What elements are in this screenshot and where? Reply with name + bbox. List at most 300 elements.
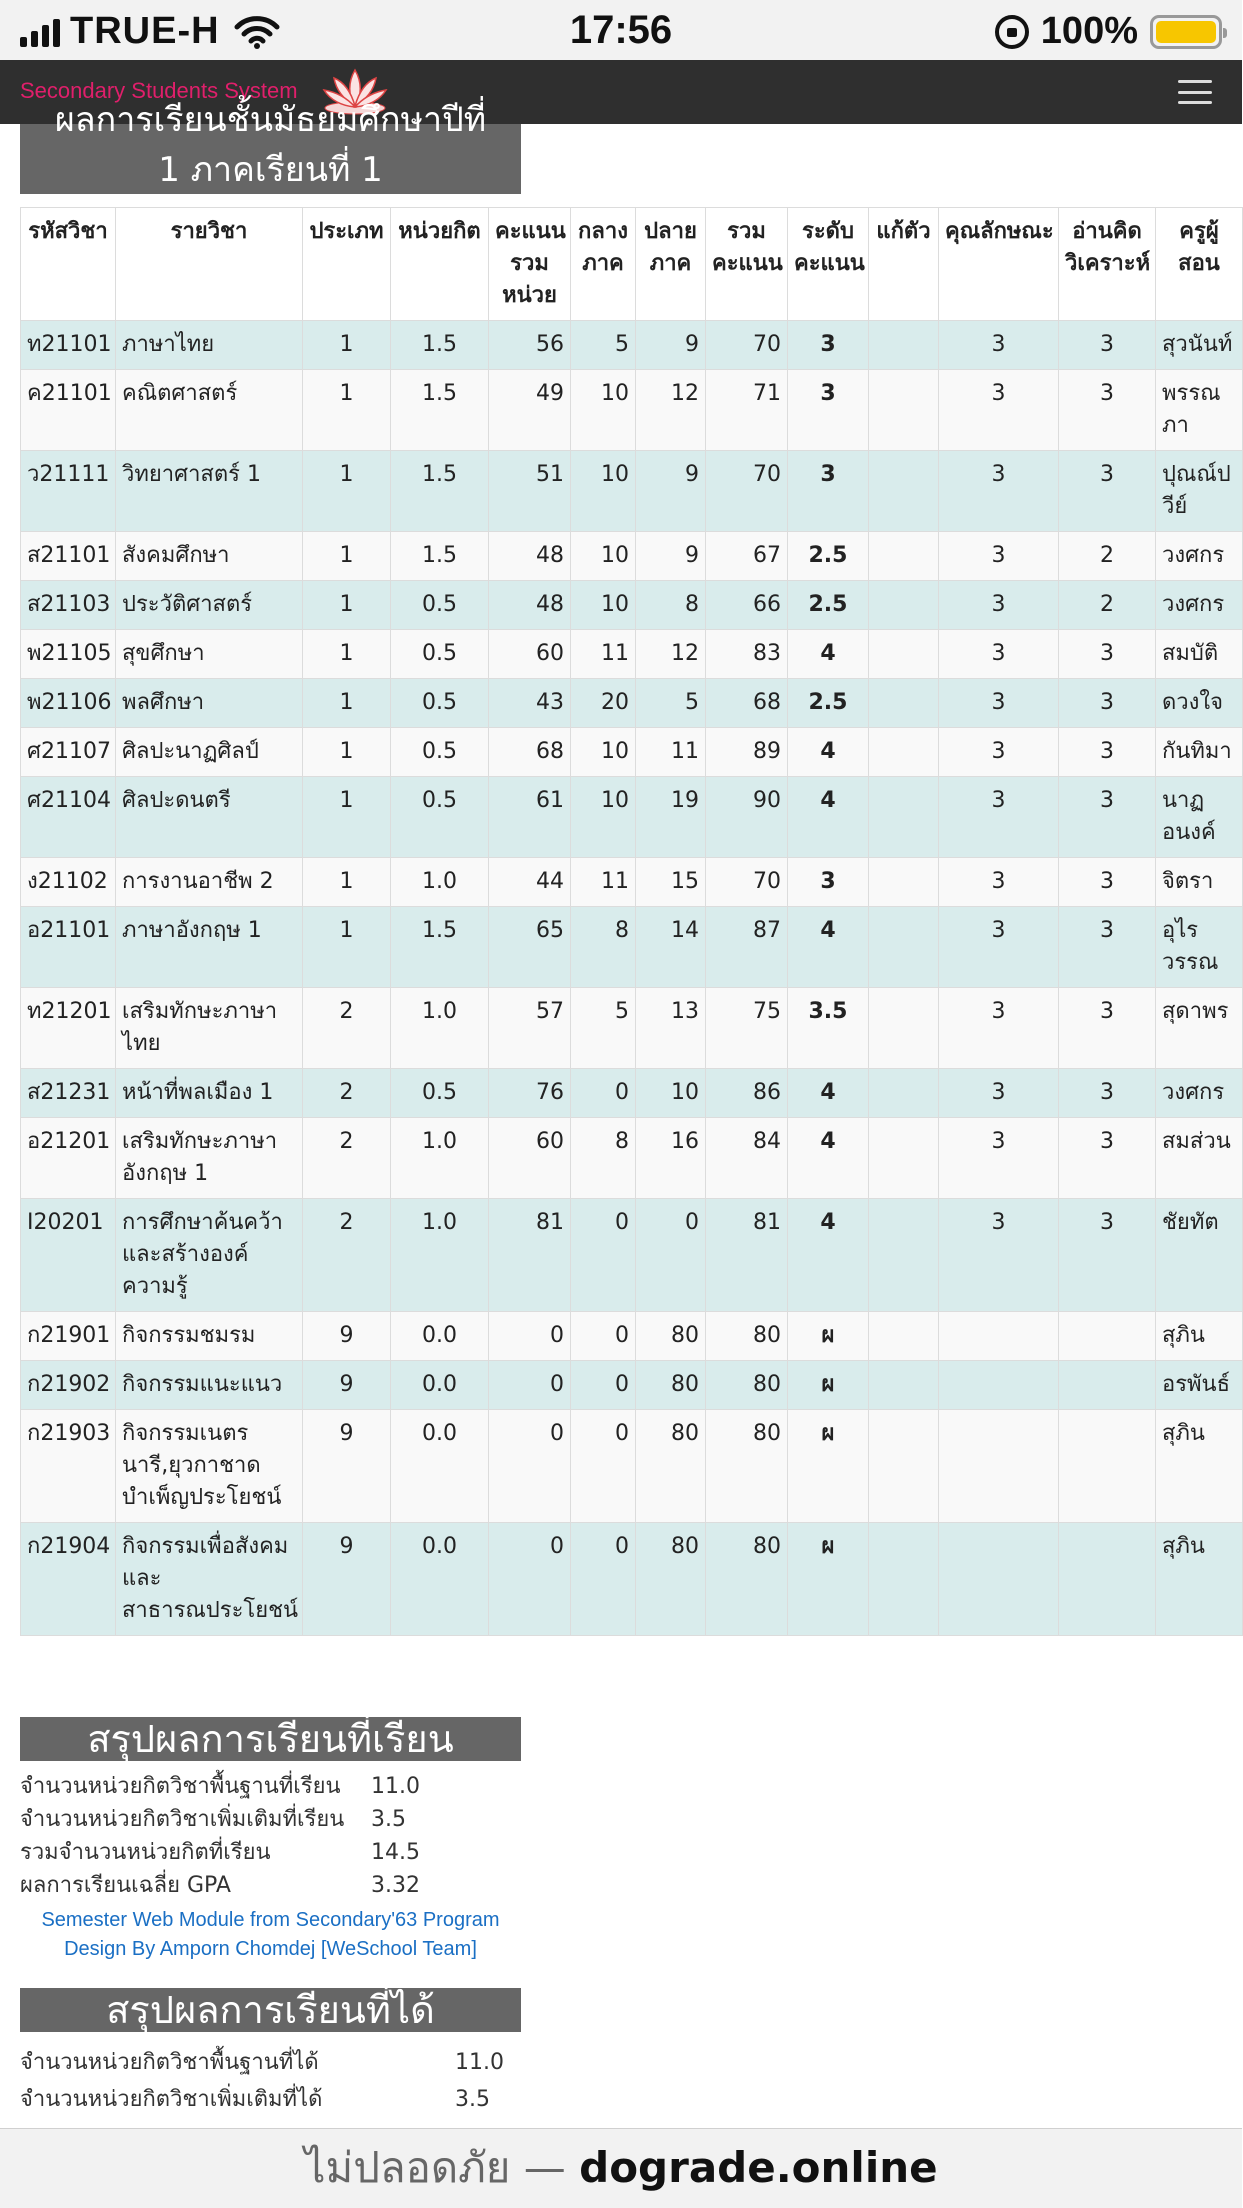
cell-teacher: สุภิน <box>1156 1410 1243 1523</box>
cell-reading: 3 <box>1059 1118 1156 1199</box>
cell-code: ก21903 <box>21 1410 116 1523</box>
col-header-subject: รายวิชา <box>116 208 303 321</box>
cell-retake <box>869 907 939 988</box>
url-separator: — <box>523 2143 566 2192</box>
cell-final: 0 <box>636 1199 706 1312</box>
col-header-type: ประเภท <box>303 208 391 321</box>
col-header-retake: แก้ตัว <box>869 208 939 321</box>
cell-total: 80 <box>706 1361 788 1410</box>
cell-final: 14 <box>636 907 706 988</box>
cell-grade: ผ <box>788 1523 869 1636</box>
cell-final: 19 <box>636 777 706 858</box>
cell-total: 71 <box>706 370 788 451</box>
cell-retake <box>869 451 939 532</box>
cell-trait: 3 <box>939 321 1059 370</box>
cell-unit-score: 49 <box>489 370 571 451</box>
cell-retake <box>869 1069 939 1118</box>
cell-subject: หน้าที่พลเมือง 1 <box>116 1069 303 1118</box>
cell-subject: คณิตศาสตร์ <box>116 370 303 451</box>
cell-final: 9 <box>636 321 706 370</box>
cell-retake <box>869 858 939 907</box>
cell-subject: กิจกรรมแนะแนว <box>116 1361 303 1410</box>
cell-credit: 0.0 <box>391 1523 489 1636</box>
cell-type: 1 <box>303 907 391 988</box>
cell-unit-score: 81 <box>489 1199 571 1312</box>
cell-midterm: 11 <box>571 858 636 907</box>
cell-type: 1 <box>303 532 391 581</box>
cell-trait: 3 <box>939 858 1059 907</box>
cell-total: 67 <box>706 532 788 581</box>
url-host: dograde.online <box>579 2143 938 2192</box>
cell-teacher: วงศกร <box>1156 581 1243 630</box>
cell-midterm: 10 <box>571 777 636 858</box>
cell-reading: 3 <box>1059 630 1156 679</box>
cell-credit: 1.0 <box>391 1199 489 1312</box>
cell-credit: 0.5 <box>391 1069 489 1118</box>
summary-row <box>20 1770 521 1803</box>
cell-total: 87 <box>706 907 788 988</box>
cell-midterm: 10 <box>571 581 636 630</box>
cell-final: 80 <box>636 1361 706 1410</box>
summary-row <box>20 2044 521 2081</box>
cell-grade: 4 <box>788 1069 869 1118</box>
cell-subject: สุขศึกษา <box>116 630 303 679</box>
cell-grade: 4 <box>788 907 869 988</box>
cell-midterm: 10 <box>571 451 636 532</box>
cell-midterm: 5 <box>571 988 636 1069</box>
cell-unit-score: 0 <box>489 1410 571 1523</box>
cell-unit-score: 48 <box>489 532 571 581</box>
battery-fill <box>1156 21 1216 43</box>
cell-trait: 3 <box>939 907 1059 988</box>
cell-type: 2 <box>303 988 391 1069</box>
hamburger-menu-icon[interactable] <box>1178 80 1212 104</box>
cell-retake <box>869 1312 939 1361</box>
cell-grade: 4 <box>788 777 869 858</box>
cell-midterm: 8 <box>571 1118 636 1199</box>
cell-trait: 3 <box>939 532 1059 581</box>
cell-total: 86 <box>706 1069 788 1118</box>
cell-type: 9 <box>303 1312 391 1361</box>
cell-final: 10 <box>636 1069 706 1118</box>
cell-retake <box>869 1118 939 1199</box>
cell-trait <box>939 1523 1059 1636</box>
col-header-final: ปลายภาค <box>636 208 706 321</box>
cell-reading: 3 <box>1059 451 1156 532</box>
cell-retake <box>869 679 939 728</box>
cell-grade: 4 <box>788 728 869 777</box>
cell-code: ก21904 <box>21 1523 116 1636</box>
cell-midterm: 20 <box>571 679 636 728</box>
cell-total: 83 <box>706 630 788 679</box>
credits-line1[interactable]: Semester Web Module from Secondary'63 Program <box>41 1909 500 1931</box>
cell-retake <box>869 728 939 777</box>
table-row <box>21 451 1243 532</box>
cell-credit: 1.5 <box>391 451 489 532</box>
cell-final: 15 <box>636 858 706 907</box>
url-display[interactable] <box>0 2129 1242 2207</box>
cell-grade: 2.5 <box>788 679 869 728</box>
table-header-row <box>21 208 1243 321</box>
cell-teacher: ปุณณ์ปวีย์ <box>1156 451 1243 532</box>
cell-credit: 0.5 <box>391 777 489 858</box>
cell-type: 2 <box>303 1199 391 1312</box>
table-row <box>21 581 1243 630</box>
cell-trait: 3 <box>939 370 1059 451</box>
cell-trait: 3 <box>939 581 1059 630</box>
browser-address-bar[interactable] <box>0 2128 1242 2208</box>
cell-trait <box>939 1312 1059 1361</box>
table-row <box>21 370 1243 451</box>
cell-teacher: จิตรา <box>1156 858 1243 907</box>
col-header-code: รหัสวิชา <box>21 208 116 321</box>
cell-reading: 3 <box>1059 321 1156 370</box>
cell-subject: วิทยาศาสตร์ 1 <box>116 451 303 532</box>
cell-credit: 0.5 <box>391 728 489 777</box>
cell-unit-score: 0 <box>489 1312 571 1361</box>
cell-retake <box>869 581 939 630</box>
cell-subject: ประวัติศาสตร์ <box>116 581 303 630</box>
cell-credit: 0.0 <box>391 1312 489 1361</box>
summary-row <box>20 2081 521 2118</box>
gpa-value: 3.32 <box>371 1873 420 1898</box>
cell-teacher: ดวงใจ <box>1156 679 1243 728</box>
cell-type: 1 <box>303 858 391 907</box>
cell-midterm: 0 <box>571 1410 636 1523</box>
table-row <box>21 777 1243 858</box>
cell-total: 68 <box>706 679 788 728</box>
cell-subject: ศิลปะดนตรี <box>116 777 303 858</box>
cell-grade: ผ <box>788 1361 869 1410</box>
cell-reading <box>1059 1361 1156 1410</box>
cell-reading: 3 <box>1059 1069 1156 1118</box>
cell-reading: 3 <box>1059 370 1156 451</box>
cell-credit: 0.0 <box>391 1361 489 1410</box>
summary-value: 11.0 <box>371 1774 420 1799</box>
cell-grade: 4 <box>788 630 869 679</box>
summary-label: จำนวนหน่วยกิตวิชาเพิ่มเติมที่ได้ <box>20 2087 323 2112</box>
cell-reading: 3 <box>1059 728 1156 777</box>
cell-subject: พลศึกษา <box>116 679 303 728</box>
cell-midterm: 10 <box>571 370 636 451</box>
table-row <box>21 1523 1243 1636</box>
summary-row <box>20 1836 521 1869</box>
grades-body <box>21 321 1243 1636</box>
cell-type: 1 <box>303 679 391 728</box>
col-header-reading: อ่านคิดวิเคราะห์ <box>1059 208 1156 321</box>
cell-retake <box>869 1410 939 1523</box>
cell-teacher: นาฏอนงค์ <box>1156 777 1243 858</box>
summary-label: จำนวนหน่วยกิตวิชาพื้นฐานที่ได้ <box>20 2050 319 2075</box>
cell-total: 90 <box>706 777 788 858</box>
cell-teacher: พรรณภา <box>1156 370 1243 451</box>
cell-total: 80 <box>706 1312 788 1361</box>
summary-earned-heading: สรุปผลการเรียนที่ได้ <box>20 1988 521 2032</box>
col-header-total: รวมคะแนน <box>706 208 788 321</box>
semester-heading-line1: ผลการเรียนชั้นมัธยมศึกษาปีที่ <box>54 100 487 140</box>
cell-type: 2 <box>303 1069 391 1118</box>
cell-credit: 1.5 <box>391 370 489 451</box>
cell-code: ศ21107 <box>21 728 116 777</box>
cell-credit: 0.5 <box>391 679 489 728</box>
col-header-trait: คุณลักษณะ <box>939 208 1059 321</box>
cell-unit-score: 51 <box>489 451 571 532</box>
cell-teacher: สุภิน <box>1156 1312 1243 1361</box>
cell-trait: 3 <box>939 777 1059 858</box>
cell-midterm: 10 <box>571 728 636 777</box>
summary-label: จำนวนหน่วยกิตวิชาเพิ่มเติมที่เรียน <box>20 1807 345 1832</box>
cell-grade: ผ <box>788 1410 869 1523</box>
cell-reading: 3 <box>1059 777 1156 858</box>
cell-reading <box>1059 1312 1156 1361</box>
summary-value: 3.5 <box>455 2087 490 2112</box>
cell-midterm: 8 <box>571 907 636 988</box>
cell-total: 89 <box>706 728 788 777</box>
credits-line2[interactable]: Design By Amporn Chomdej [WeSchool Team] <box>64 1938 477 1960</box>
cell-subject: ภาษาอังกฤษ 1 <box>116 907 303 988</box>
cell-trait: 3 <box>939 1199 1059 1312</box>
battery-percent: 100% <box>1040 10 1138 52</box>
cell-total: 80 <box>706 1523 788 1636</box>
cell-type: 1 <box>303 630 391 679</box>
summary-label: รวมจำนวนหน่วยกิตที่เรียน <box>20 1840 271 1865</box>
cell-type: 1 <box>303 451 391 532</box>
cell-type: 2 <box>303 1118 391 1199</box>
cell-code: ก21901 <box>21 1312 116 1361</box>
cell-retake <box>869 321 939 370</box>
cell-credit: 1.5 <box>391 907 489 988</box>
summary-value: 3.5 <box>371 1807 406 1832</box>
cell-total: 84 <box>706 1118 788 1199</box>
cell-reading: 3 <box>1059 907 1156 988</box>
cell-retake <box>869 1199 939 1312</box>
cell-midterm: 0 <box>571 1312 636 1361</box>
cell-retake <box>869 630 939 679</box>
cell-subject: การงานอาชีพ 2 <box>116 858 303 907</box>
cell-trait <box>939 1410 1059 1523</box>
cell-grade: 3.5 <box>788 988 869 1069</box>
cell-retake <box>869 370 939 451</box>
summary-value: 11.0 <box>455 2050 504 2075</box>
cell-teacher: สุดาพร <box>1156 988 1243 1069</box>
cell-final: 80 <box>636 1523 706 1636</box>
cell-subject: เสริมทักษะภาษาไทย <box>116 988 303 1069</box>
cell-code: ค21101 <box>21 370 116 451</box>
cell-type: 9 <box>303 1523 391 1636</box>
cell-retake <box>869 988 939 1069</box>
brand-link[interactable]: Secondary Students System <box>20 78 298 103</box>
cell-grade: 2.5 <box>788 532 869 581</box>
cell-reading: 3 <box>1059 858 1156 907</box>
cell-total: 70 <box>706 858 788 907</box>
cell-unit-score: 65 <box>489 907 571 988</box>
cell-code: ท21101 <box>21 321 116 370</box>
cell-midterm: 11 <box>571 630 636 679</box>
table-row <box>21 630 1243 679</box>
table-row <box>21 988 1243 1069</box>
cell-unit-score: 48 <box>489 581 571 630</box>
cell-teacher: อรพันธ์ <box>1156 1361 1243 1410</box>
cell-final: 80 <box>636 1312 706 1361</box>
cell-credit: 1.0 <box>391 858 489 907</box>
table-row <box>21 907 1243 988</box>
cell-midterm: 0 <box>571 1523 636 1636</box>
cell-code: ก21902 <box>21 1361 116 1410</box>
table-row <box>21 1069 1243 1118</box>
cell-reading: 3 <box>1059 679 1156 728</box>
cell-code: อ21101 <box>21 907 116 988</box>
cell-type: 1 <box>303 581 391 630</box>
cell-unit-score: 61 <box>489 777 571 858</box>
cell-type: 1 <box>303 370 391 451</box>
cell-subject: ศิลปะนาฏศิลป์ <box>116 728 303 777</box>
cell-retake <box>869 777 939 858</box>
cell-unit-score: 0 <box>489 1523 571 1636</box>
table-row <box>21 679 1243 728</box>
cell-teacher: สมบัติ <box>1156 630 1243 679</box>
cell-teacher: วงศกร <box>1156 1069 1243 1118</box>
cell-unit-score: 43 <box>489 679 571 728</box>
cell-teacher: วงศกร <box>1156 532 1243 581</box>
cell-unit-score: 60 <box>489 630 571 679</box>
cell-code: ง21102 <box>21 858 116 907</box>
cell-midterm: 0 <box>571 1361 636 1410</box>
cell-retake <box>869 1361 939 1410</box>
cell-teacher: อุไรวรรณ <box>1156 907 1243 988</box>
cell-final: 80 <box>636 1410 706 1523</box>
cell-credit: 1.0 <box>391 1118 489 1199</box>
cell-credit: 1.5 <box>391 532 489 581</box>
cell-unit-score: 57 <box>489 988 571 1069</box>
cell-code: ท21201 <box>21 988 116 1069</box>
carrier-name: TRUE-H <box>70 10 220 52</box>
cell-reading <box>1059 1410 1156 1523</box>
cell-midterm: 0 <box>571 1069 636 1118</box>
cell-trait: 3 <box>939 1069 1059 1118</box>
cell-final: 12 <box>636 630 706 679</box>
table-row <box>21 1199 1243 1312</box>
cell-reading: 2 <box>1059 532 1156 581</box>
cell-code: I20201 <box>21 1199 116 1312</box>
summary-studied-heading: สรุปผลการเรียนที่เรียน <box>20 1717 521 1761</box>
cell-teacher: สมส่วน <box>1156 1118 1243 1199</box>
semester-heading-line2: 1 ภาคเรียนที่ 1 <box>158 150 383 190</box>
summary-studied <box>20 1770 521 1964</box>
cell-teacher: ชัยทัต <box>1156 1199 1243 1312</box>
cell-midterm: 5 <box>571 321 636 370</box>
cell-final: 13 <box>636 988 706 1069</box>
cell-reading <box>1059 1523 1156 1636</box>
cell-credit: 0.5 <box>391 581 489 630</box>
cell-subject: กิจกรรมเพื่อสังคมและสาธารณประโยชน์ <box>116 1523 303 1636</box>
col-header-credit: หน่วยกิต <box>391 208 489 321</box>
cell-subject: การศึกษาค้นคว้าและสร้างองค์ความรู้ <box>116 1199 303 1312</box>
col-header-teacher: ครูผู้สอน <box>1156 208 1243 321</box>
col-header-grade: ระดับคะแนน <box>788 208 869 321</box>
cell-reading: 3 <box>1059 988 1156 1069</box>
cell-trait: 3 <box>939 451 1059 532</box>
credits-text <box>20 1902 521 1964</box>
cell-teacher: สุภิน <box>1156 1523 1243 1636</box>
cell-grade: 4 <box>788 1118 869 1199</box>
cell-trait: 3 <box>939 630 1059 679</box>
cell-code: พ21105 <box>21 630 116 679</box>
col-header-unit-score: คะแนนรวมหน่วย <box>489 208 571 321</box>
cell-unit-score: 56 <box>489 321 571 370</box>
cell-final: 5 <box>636 679 706 728</box>
cell-credit: 1.0 <box>391 988 489 1069</box>
table-row <box>21 1118 1243 1199</box>
table-row <box>21 1312 1243 1361</box>
cell-final: 11 <box>636 728 706 777</box>
cell-total: 70 <box>706 321 788 370</box>
cell-subject: กิจกรรมชมรม <box>116 1312 303 1361</box>
cell-grade: 2.5 <box>788 581 869 630</box>
cell-unit-score: 0 <box>489 1361 571 1410</box>
summary-row <box>20 1803 521 1836</box>
summary-row-gpa <box>20 1869 521 1902</box>
cell-teacher: กันทิมา <box>1156 728 1243 777</box>
cell-retake <box>869 532 939 581</box>
table-row <box>21 321 1243 370</box>
cell-type: 1 <box>303 777 391 858</box>
summary-earned <box>20 2044 521 2118</box>
cell-code: ส21231 <box>21 1069 116 1118</box>
cell-subject: สังคมศึกษา <box>116 532 303 581</box>
cell-credit: 1.5 <box>391 321 489 370</box>
cell-trait: 3 <box>939 988 1059 1069</box>
cell-type: 1 <box>303 321 391 370</box>
table-row <box>21 532 1243 581</box>
cell-grade: ผ <box>788 1312 869 1361</box>
summary-label: ผลการเรียนเฉลี่ย GPA <box>20 1873 231 1898</box>
cell-grade: 3 <box>788 858 869 907</box>
cell-total: 81 <box>706 1199 788 1312</box>
cell-code: ส21103 <box>21 581 116 630</box>
cell-midterm: 10 <box>571 532 636 581</box>
status-right <box>995 10 1222 53</box>
cell-final: 8 <box>636 581 706 630</box>
cell-teacher: สุวนันท์ <box>1156 321 1243 370</box>
cell-subject: ภาษาไทย <box>116 321 303 370</box>
grades-table <box>20 207 1243 1636</box>
cell-unit-score: 44 <box>489 858 571 907</box>
cell-trait: 3 <box>939 1118 1059 1199</box>
security-warning: ไม่ปลอดภัย <box>304 2143 511 2192</box>
cell-retake <box>869 1523 939 1636</box>
cell-final: 12 <box>636 370 706 451</box>
cell-final: 9 <box>636 451 706 532</box>
cell-code: ส21101 <box>21 532 116 581</box>
table-row <box>21 728 1243 777</box>
table-row <box>21 858 1243 907</box>
cell-total: 75 <box>706 988 788 1069</box>
cell-code: ว21111 <box>21 451 116 532</box>
cell-midterm: 0 <box>571 1199 636 1312</box>
semester-heading <box>20 100 521 194</box>
summary-label: จำนวนหน่วยกิตวิชาพื้นฐานที่เรียน <box>20 1774 341 1799</box>
cell-unit-score: 76 <box>489 1069 571 1118</box>
cell-final: 16 <box>636 1118 706 1199</box>
summary-value: 14.5 <box>371 1840 420 1865</box>
cell-grade: 3 <box>788 370 869 451</box>
cell-credit: 0.0 <box>391 1410 489 1523</box>
cell-trait <box>939 1361 1059 1410</box>
cell-grade: 3 <box>788 451 869 532</box>
battery-icon <box>1150 15 1222 49</box>
cell-code: ศ21104 <box>21 777 116 858</box>
cell-code: พ21106 <box>21 679 116 728</box>
